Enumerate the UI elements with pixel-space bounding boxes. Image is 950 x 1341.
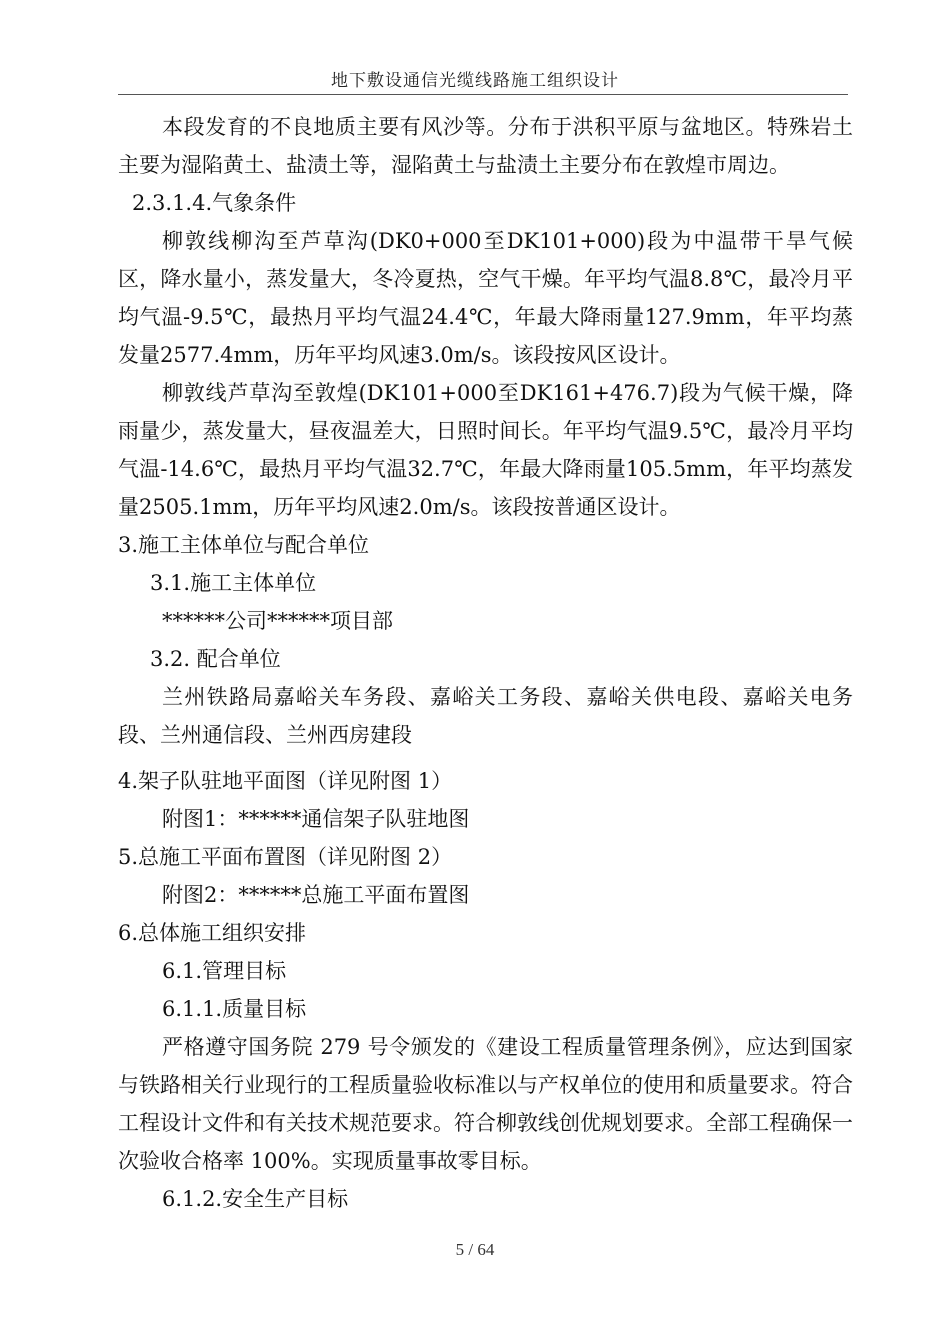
heading-6-1: 6.1.管理目标 xyxy=(162,959,287,983)
paragraph-3-1: ******公司******项目部 xyxy=(162,609,393,633)
heading-6-1-1: 6.1.1.质量目标 xyxy=(162,997,307,1021)
page-header: 地下敷设通信光缆线路施工组织设计 xyxy=(331,71,619,91)
paragraph-5: 附图2：******总施工平面布置图 xyxy=(162,883,470,907)
heading-5: 5.总施工平面布置图（详见附图 2） xyxy=(118,845,453,869)
heading-3-2: 3.2. 配合单位 xyxy=(150,647,281,671)
paragraph-3-2: 兰州铁路局嘉峪关车务段、嘉峪关工务段、嘉峪关供电段、嘉峪关电务段、兰州通信段、兰州西房建段 xyxy=(118,685,853,747)
heading-2-3-1-4: 2.3.1.4.气象条件 xyxy=(132,191,297,215)
heading-4: 4.架子队驻地平面图（详见附图 1） xyxy=(118,769,453,793)
paragraph-4: 附图1：******通信架子队驻地图 xyxy=(162,807,470,831)
heading-6: 6.总体施工组织安排 xyxy=(118,921,307,945)
page-number: 5 / 64 xyxy=(455,1240,495,1259)
paragraph-6-1-1: 严格遵守国务院 279 号令颁发的《建设工程质量管理条例》，应达到国家与铁路相关行业现行的工程质量验收标准以与产权单位的使用和质量要求。符合工程设计文件和有关技术规范要求。符合柳敦线创优规划要求。全部工程确保一次验收合格率 100%。实现质量事故零目标。 xyxy=(118,1035,853,1173)
heading-3: 3.施工主体单位与配合单位 xyxy=(118,533,370,557)
paragraph-geology: 本段发育的不良地质主要有风沙等。分布于洪积平原与盆地区。特殊岩土主要为湿陷黄土、盐渍土等，湿陷黄土与盐渍土主要分布在敦煌市周边。 xyxy=(118,115,853,177)
heading-6-1-2: 6.1.2.安全生产目标 xyxy=(162,1187,349,1211)
paragraph-weather-1: 柳敦线柳沟至芦草沟(DK0+000至DK101+000)段为中温带干旱气候区，降水量小，蒸发量大，冬冷夏热，空气干燥。年平均气温8.8℃，最冷月平均气温-9.5℃，最热月平均气温24.4℃，年最大降雨量127.9mm，年平均蒸发量2577.4mm，历年平均风速3.0m/s。该段按风区设计。 xyxy=(118,229,853,367)
page-content xyxy=(118,108,853,1218)
paragraph-weather-2: 柳敦线芦草沟至敦煌(DK101+000至DK161+476.7)段为气候干燥，降雨量少，蒸发量大，昼夜温差大，日照时间长。年平均气温9.5℃，最冷月平均气温-14.6℃，最热月平均气温32.7℃，年最大降雨量105.5mm，年平均蒸发量2505.1mm，历年平均风速2.0m/s。该段按普通区设计。 xyxy=(118,381,853,519)
header-rule xyxy=(118,94,848,95)
heading-3-1: 3.1.施工主体单位 xyxy=(150,571,317,595)
